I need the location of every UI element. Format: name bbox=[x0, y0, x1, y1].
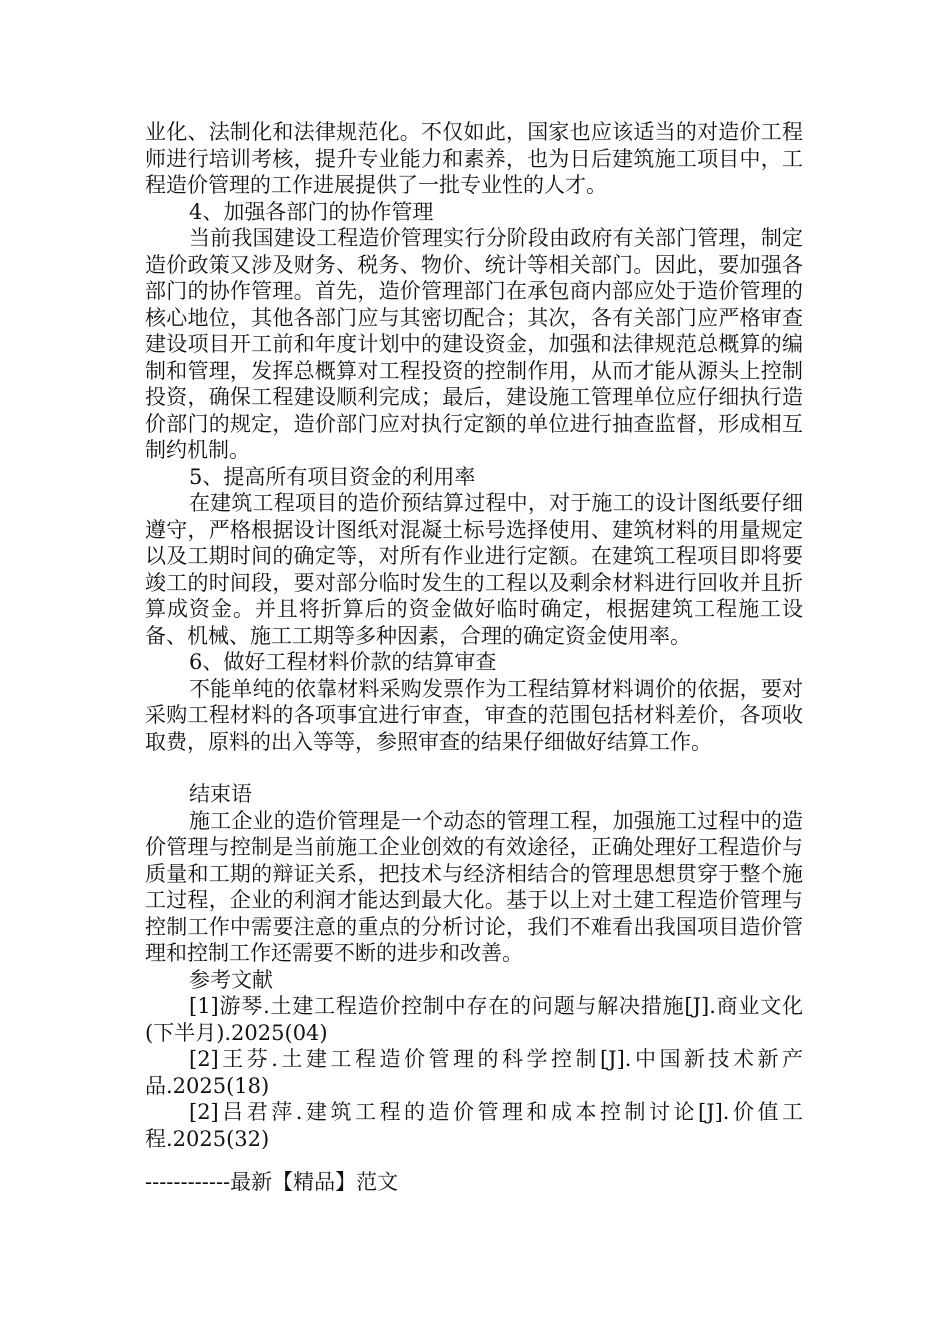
section-5-paragraph: 在建筑工程项目的造价预结算过程中，对于施工的设计图纸要仔细遵守，严格根据设计图纸对混凝土标号选择使用、建筑材料的用量规定以及工期时间的确定等，对所有作业进行定额。在建筑工程项目即将要竣工的时间段，要对部分临时发生的工程以及剩余材料进行回收并且折算成资金。并且将折算后的资金做好临时确定，根据建筑工程施工设备、机械、施工工期等多种因素，合理的确定资金使用率。 bbox=[145, 491, 803, 648]
section-4-heading: 4、加强各部门的协作管理 bbox=[189, 199, 434, 224]
section-4-paragraph: 当前我国建设工程造价管理实行分阶段由政府有关部门管理，制定造价政策又涉及财务、税务、物价、统计等相关部门。因此，要加强各部门的协作管理。首先，造价管理部门在承包商内部应处于造价管理的核心地位，其他各部门应与其密切配合；其次，各有关部门应严格审查建设项目开工前和年度计划中的建设资金，加强和法律规范总概算的编制和管理，发挥总概算对工程投资的控制作用，从而才能从源头上控制投资，确保工程建设顺利完成；最后，建设施工管理单位应仔细执行造价部门的规定，造价部门应对执行定额的单位进行抽查监督，形成相互制约机制。 bbox=[145, 226, 803, 462]
conclusion-paragraph: 施工企业的造价管理是一个动态的管理工程，加强施工过程中的造价管理与控制是当前施工企业创效的有效途径，正确处理好工程造价与质量和工期的辩证关系，把技术与经济相结合的管理思想贯穿于整个施工过程，企业的利润才能达到最大化。基于以上对土建工程造价管理与控制工作中需要注意的重点的分析讨论，我们不难看出我国项目造价管理和控制工作还需要不断的进步和改善。 bbox=[145, 808, 803, 965]
intro-continuation-paragraph: 业化、法制化和法律规范化。不仅如此，国家也应该适当的对造价工程师进行培训考核，提升专业能力和素养，也为日后建筑施工项目中，工程造价管理的工作进展提供了一批专业性的人才。 bbox=[145, 120, 803, 197]
conclusion-heading: 结束语 bbox=[189, 782, 252, 806]
reference-item: [1]游琴.土建工程造价控制中存在的问题与解决措施[J].商业文化(下半月).2025(04) bbox=[145, 994, 803, 1045]
section-6-paragraph: 不能单纯的依靠材料采购发票作为工程结算材料调价的依据，要对采购工程材料的各项事宜进行审查，审查的范围包括材料差价，各项收取费，原料的出入等等，参照审查的结果仔细做好结算工作。 bbox=[145, 676, 803, 754]
page-footer: ------------最新【精品】范文 bbox=[145, 1170, 399, 1194]
section-5-heading: 5、提高所有项目资金的利用率 bbox=[189, 464, 476, 489]
references-heading: 参考文献 bbox=[189, 967, 273, 992]
section-6-heading: 6、做好工程材料价款的结算审查 bbox=[189, 650, 497, 674]
blank-line bbox=[145, 755, 803, 781]
reference-item: [2]王芬.土建工程造价管理的科学控制[J].中国新技术新产品.2025(18) bbox=[145, 1047, 803, 1098]
document-body bbox=[145, 119, 803, 1152]
reference-item: [2]吕君萍.建筑工程的造价管理和成本控制讨论[J].价值工程.2025(32) bbox=[145, 1100, 803, 1151]
